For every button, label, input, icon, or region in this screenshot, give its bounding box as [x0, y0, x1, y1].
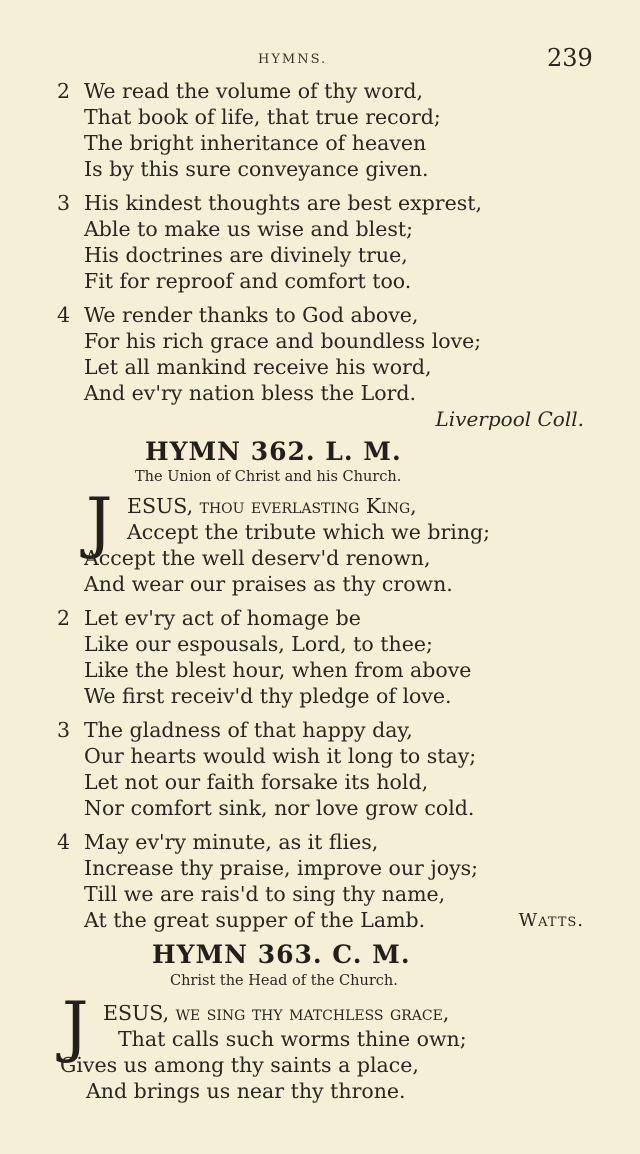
- verse-line: The gladness of that happy day,: [84, 718, 413, 742]
- verse-line: Fit for reproof and comfort too.: [84, 269, 412, 293]
- verse-line: Our hearts would wish it long to stay;: [84, 744, 477, 768]
- verse-number: 2: [57, 606, 71, 630]
- page-header: [0, 44, 640, 80]
- verse-line: His kindest thoughts are best exprest,: [84, 191, 482, 215]
- verse-number: 3: [57, 191, 71, 215]
- hymn-attribution: Watts.: [518, 910, 584, 931]
- verse-number: 4: [57, 303, 71, 327]
- verse-line: Increase thy praise, improve our joys;: [84, 856, 479, 880]
- verse-line: Like our espousals, Lord, to thee;: [84, 632, 433, 656]
- hymn-subtitle: Christ the Head of the Church.: [170, 973, 398, 989]
- verse-line: Let ev'ry act of homage be: [84, 606, 361, 630]
- verse-line: Let all mankind receive his word,: [84, 355, 432, 379]
- verse-line: And ev'ry nation bless the Lord.: [84, 381, 417, 405]
- hymn-title: HYMN 363. C. M.: [152, 940, 411, 969]
- verse-line: May ev'ry minute, as it flies,: [84, 830, 379, 854]
- verse-line: Accept the tribute which we bring;: [127, 520, 491, 544]
- verse-line: We render thanks to God above,: [84, 303, 419, 327]
- hymn-attribution: Liverpool Coll.: [435, 407, 584, 431]
- verse-line: Till we are rais'd to sing thy name,: [84, 882, 446, 906]
- hymn-subtitle: The Union of Christ and his Church.: [135, 469, 402, 485]
- verse-line: We read the volume of thy word,: [84, 79, 424, 103]
- verse-number: 4: [57, 830, 71, 854]
- verse-line: Like the blest hour, when from above: [84, 658, 472, 682]
- verse-line: ESUS, we sing thy matchless grace,: [103, 1001, 450, 1025]
- verse-number: 2: [57, 79, 71, 103]
- verse-line: Nor comfort sink, nor love grow cold.: [84, 796, 475, 820]
- verse-line: And brings us near thy throne.: [86, 1079, 406, 1103]
- drop-cap: J: [62, 988, 89, 1065]
- verse-line: Gives us among thy saints a place,: [60, 1053, 419, 1077]
- verse-line: That calls such worms thine own;: [118, 1027, 467, 1051]
- verse-line: The bright inheritance of heaven: [84, 131, 427, 155]
- drop-cap: J: [86, 484, 113, 561]
- verse-line: That book of life, that true record;: [84, 105, 441, 129]
- verse-line: ESUS, thou everlasting King,: [127, 494, 417, 518]
- verse-line: Accept the well deserv'd renown,: [84, 546, 431, 570]
- verse-line: Let not our faith forsake its hold,: [84, 770, 429, 794]
- page-number: 239: [547, 44, 593, 72]
- verse-line: Able to make us wise and blest;: [84, 217, 414, 241]
- verse-line: And wear our praises as thy crown.: [84, 572, 453, 596]
- verse-line: His doctrines are divinely true,: [84, 243, 408, 267]
- verse-line: At the great supper of the Lamb.: [84, 908, 426, 932]
- verse-line: Is by this sure conveyance given.: [84, 157, 429, 181]
- verse-line: We first receiv'd thy pledge of love.: [84, 684, 452, 708]
- running-head: HYMNS.: [258, 52, 328, 67]
- hymn-title: HYMN 362. L. M.: [145, 437, 402, 466]
- verse-line: For his rich grace and boundless love;: [84, 329, 482, 353]
- verse-number: 3: [57, 718, 71, 742]
